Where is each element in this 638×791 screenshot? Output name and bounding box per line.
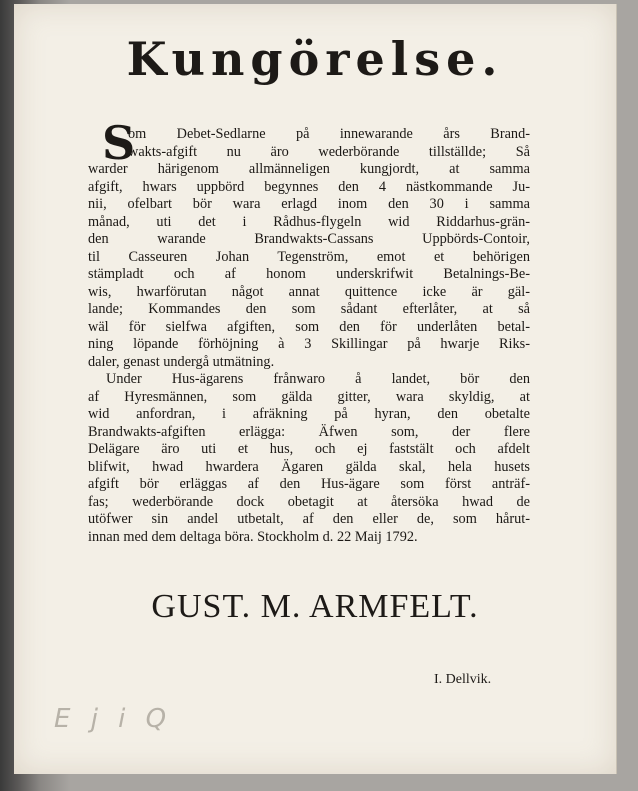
text-line: wid anfordran, i afräkning på hyran, den obetalte xyxy=(88,406,530,422)
text-line: ning löpande förhöjning à 3 Skillingar på hwarje Riks- xyxy=(88,336,530,352)
text-line: blifwit, hwad hwardera Ägaren gälda skal, hela husets xyxy=(88,458,530,475)
text-line: warder härigenom allmänneligen kungjordt, at samma xyxy=(88,161,530,177)
signature: GUST. M. ARMFELT. xyxy=(151,588,479,625)
drop-cap: S xyxy=(102,116,136,170)
text-line: afgift bör erläggas af den Hus-ägare som först anträf- xyxy=(88,476,530,492)
text-line: Brandwakts-afgiften erlägga: Äfwen som, der flere xyxy=(88,423,530,440)
paragraph-1 xyxy=(88,126,530,371)
text-line: daler, genast undergå utmätning. xyxy=(88,353,275,370)
text-line: Under Hus-ägarens frånwaro å landet, bör den xyxy=(106,371,530,387)
text-line: wäl för sielfwa afgiften, som den för underlåten betal- xyxy=(88,318,530,335)
text-line: månad, uti det i Rådhus-flygeln wid Riddarhus-grän- xyxy=(88,213,530,230)
document-page xyxy=(14,4,617,774)
document-body xyxy=(88,116,530,546)
text-line: den warande Brandwakts-Cassans Uppbörds-Contoir, xyxy=(88,231,530,247)
text-line: lande; Kommandes den som sådant efterlåter, at så xyxy=(88,301,530,317)
text-line: wis, hwarförutan något annat quittence icke är gäl- xyxy=(88,283,530,300)
text-line: Delägare äro uti et hus, och ej faststält och afdelt xyxy=(88,441,530,457)
text-line: stämpladt och af honom underskrifwit Betalnings-Be- xyxy=(88,266,530,282)
text-line: wakts-afgift nu äro wederbörande tillställde; Så xyxy=(128,143,530,160)
text-line: om Debet-Sedlarne på innewarande års Brand- xyxy=(128,126,530,142)
text-line: innan med dem deltaga böra. Stockholm d. 22 Maij 1792. xyxy=(88,528,418,545)
text-line: fas; wederbörande dock obetagit at återsöka hwad de xyxy=(88,493,530,510)
document-title: Kungörelse. xyxy=(126,32,504,86)
text-line: nii, ofelbart bör wara erlagd inom den 30 i samma xyxy=(88,196,530,212)
printer-name: I. Dellvik. xyxy=(434,672,492,687)
paragraph-2 xyxy=(88,371,530,546)
text-line: utöfwer sin andel utbetalt, af den eller de, som hårut- xyxy=(88,511,530,527)
text-line: til Casseuren Johan Tegenström, emot et behörigen xyxy=(88,248,530,265)
text-line: af Hyresmännen, som gälda gitter, wara skyldig, at xyxy=(88,388,530,405)
archive-pencil-mark: E j i Q xyxy=(54,704,173,734)
text-line: afgift, hwars uppbörd begynnes den 4 nästkommande Ju- xyxy=(88,178,530,195)
